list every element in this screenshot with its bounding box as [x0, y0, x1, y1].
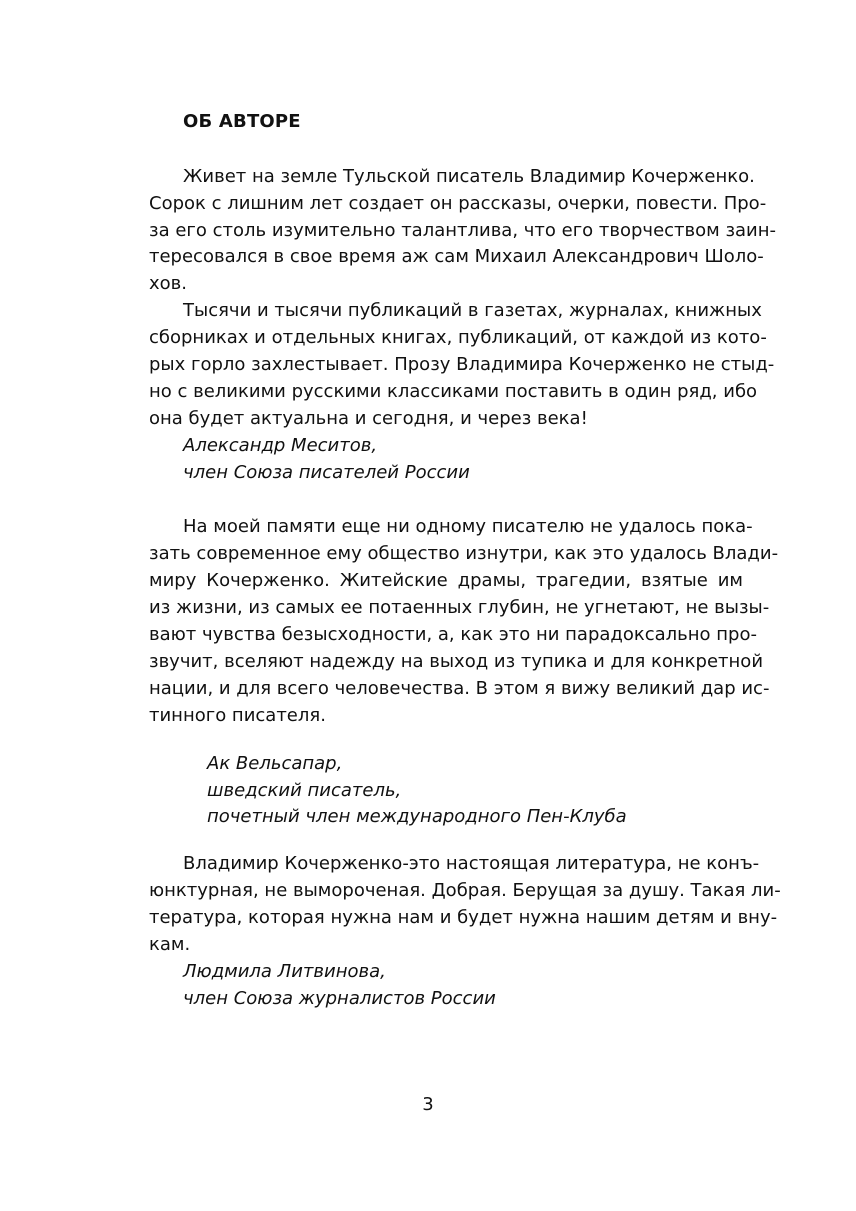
text-line: сборниках и отдельных книгах, публикаций, от каждой из кото- — [149, 327, 767, 348]
text-line: нации, и для всего человечества. В этом я вижу великий дар ис- — [149, 678, 770, 699]
text-line: юнктурная, не вымороченая. Добрая. Берущая за душу. Такая ли- — [149, 880, 781, 901]
text-line: миру Кочерженко. Житейские драмы, трагедии, взятые им — [149, 570, 743, 591]
text-line: тература, которая нужна нам и будет нужна нашим детям и вну- — [149, 907, 778, 928]
signature-name: Александр Меситов, — [183, 435, 378, 456]
text-line: тересовался в свое время аж сам Михаил Александрович Шоло- — [149, 246, 764, 267]
text-line: рых горло захлестывает. Прозу Владимира Кочерженко не стыд- — [149, 354, 775, 375]
text-line: за его столь изумительно талантлива, что его творчеством заин- — [149, 220, 777, 241]
text-line: Живет на земле Тульской писатель Владимир Кочерженко. — [183, 166, 755, 187]
page-number: 3 — [422, 1094, 434, 1115]
text-line: из жизни, из самых ее потаенных глубин, не угнетают, не вызы- — [149, 597, 770, 618]
signature-title: член Союза писателей России — [183, 462, 470, 483]
signature-name: Людмила Литвинова, — [183, 961, 386, 982]
text-line: но с великими русскими классиками поставить в один ряд, ибо — [149, 381, 758, 402]
text-line: она будет актуальна и сегодня, и через века! — [149, 408, 588, 429]
text-line: Тысячи и тысячи публикаций в газетах, журналах, книжных — [183, 300, 762, 321]
text-line: кам. — [149, 934, 191, 955]
text-line: вают чувства безысходности, а, как это ни парадоксально про- — [149, 624, 757, 645]
text-line: Сорок с лишним лет создает он рассказы, очерки, повести. Про- — [149, 193, 767, 214]
text-line: звучит, вселяют надежду на выход из тупика и для конкретной — [149, 651, 764, 672]
signature-title: шведский писатель, — [207, 780, 402, 801]
text-line: зать современное ему общество изнутри, как это удалось Влади- — [149, 543, 779, 564]
signature-name: Ак Вельсапар, — [207, 753, 343, 774]
section-heading: ОБ АВТОРЕ — [183, 111, 301, 132]
text-line: хов. — [149, 273, 187, 294]
signature-title: член Союза журналистов России — [183, 988, 496, 1009]
text-line: На моей памяти еще ни одному писателю не удалось пока- — [183, 516, 753, 537]
text-line: Владимир Кочерженко-это настоящая литература, не конъ- — [183, 853, 760, 874]
signature-title: почетный член международного Пен-Клуба — [207, 806, 627, 827]
text-line: тинного писателя. — [149, 705, 326, 726]
